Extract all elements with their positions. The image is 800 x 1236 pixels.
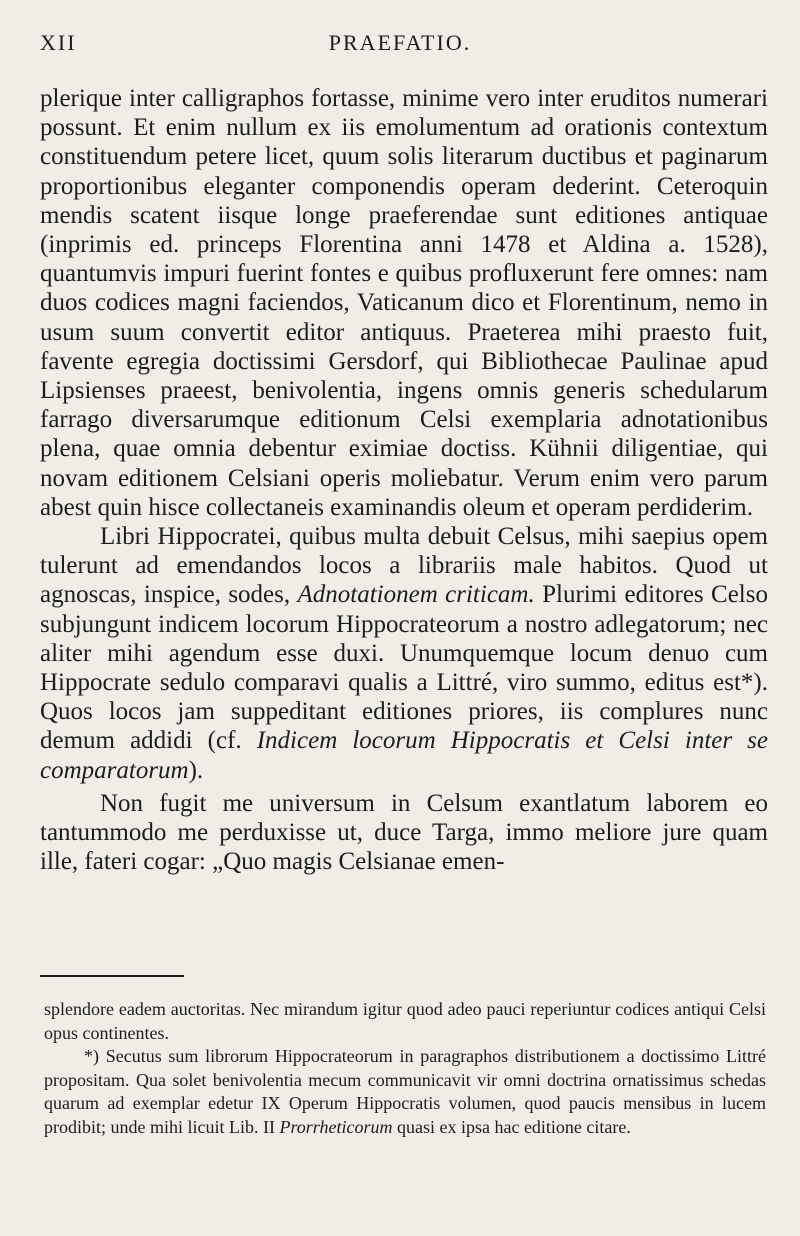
italic-reference: Indicem locorum Hippocratis et Celsi inter se comparatorum (40, 727, 768, 784)
paragraph-text: ). (188, 756, 204, 784)
footnote-continued: splendore eadem auctoritas. Nec mirandum igitur quod adeo pauci reperiuntur codices antiqui Celsi opus continentes. (44, 999, 766, 1043)
main-text (40, 84, 768, 876)
running-title: PRAEFATIO. (328, 30, 472, 55)
paragraph-continued: plerique inter calligraphos fortasse, minime vero inter eruditos numerari possunt. Et enim nullum ex iis emolumentum ad orationis contextum constituendum petere licet, quum solis literarum ductibus et paginarum proportionibus eleganter componendis operam dederint. Ceteroquin mendis scatent iisque longe praeferendae sunt editiones antiquae (inprimis ed. princeps Florentina anni 1478 et Aldina a. 1528), quantumvis impuri fuerint fontes e quibus profluxerunt fere omnes: nam duos codices magni faciendos, Vaticanum dico et Florentinum, nemo in usum suum convertit editor antiquus. Praeterea mihi praesto fuit, favente egregia doctissimi Gersdorf, qui Bibliothecae Paulinae apud Lipsienses praeest, benivolentia, ingens omnis generis schedularum farrago diversarumque editionum Celsi exemplaria adnotationibus plena, quae omnia debentur eximiae doctiss. Kühnii diligentiae, qui novam editionem Celsiani operis moliebatur. Verum enim vero parum abest quin hisce collectaneis examinandis oleum et operam perdiderim. (40, 85, 768, 521)
paragraph-text: Plurimi editores Celso subjungunt indicem locorum Hippocrateorum a nostro adlegatorum; nec aliter mihi agendum esse duxi. Unumquemque locum denuo cum Hippocrate sedulo comparavi qualis a Littré, viro summo, editus est*). Quos locos jam suppeditant editiones priores, iis complures nunc demum addidi (cf. (40, 581, 768, 755)
paragraph-hippocratei (40, 522, 768, 785)
page-number: XII (40, 30, 77, 55)
paragraph-non-fugit: Non fugit me universum in Celsum exantlatum laborem eo tantummodo me perduxisse ut, duce Targa, immo meliore jure quam ille, fateri cogar: „Quo magis Celsianae emen- (40, 789, 768, 876)
footnote-text: *) Secutus sum librorum Hippocrateorum in paragraphos distributionem a doctissimo Littré propositam. Qua solet benivolentia mecum communicavit vir omni doctrina ornatissimus schedas quarum ad exemplar edetur IX Operum Hippocratis volumen, quod paucis mensibus in lucem prodibit; unde mihi licuit Lib. II (44, 1046, 766, 1137)
footnotes (44, 998, 766, 1139)
italic-reference: Adnotationem criticam. (297, 581, 535, 609)
page-header (40, 30, 760, 60)
paragraph-text: Libri Hippocratei, quibus multa debuit Celsus, mihi saepius opem tulerunt ad emendandos locos a librariis male habitos. Quod ut agnoscas, inspice, sodes, (40, 523, 768, 609)
footnote-rule (40, 975, 184, 977)
footnote-star (44, 1045, 766, 1139)
footnote-text: quasi ex ipsa hac editione citare. (392, 1116, 631, 1137)
italic-reference: Prorrheticorum (279, 1116, 393, 1137)
